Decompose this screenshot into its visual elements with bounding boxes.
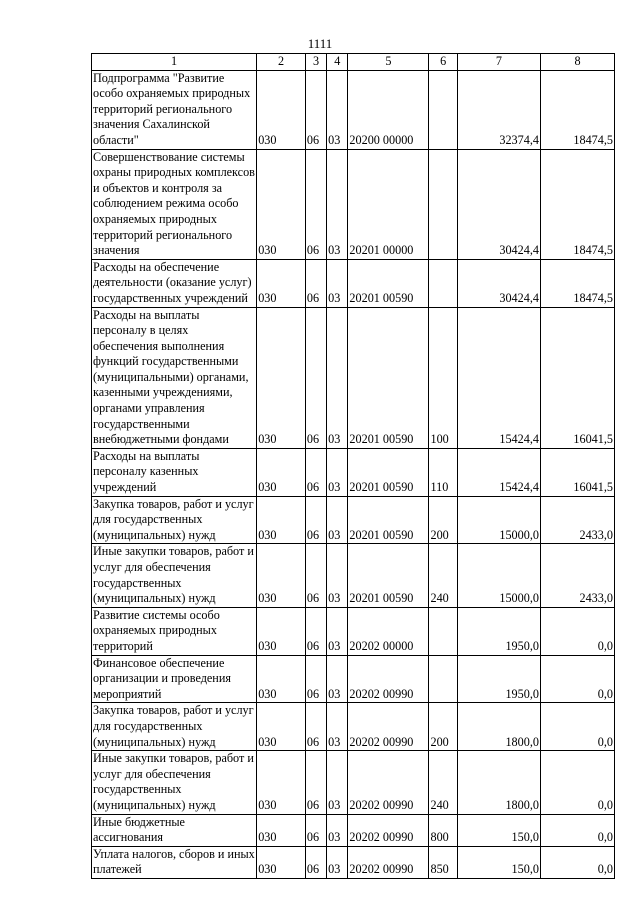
row-name-cell: Финансовое обеспечение организации и проведения мероприятий — [92, 655, 257, 703]
section-cell: 06 — [305, 149, 326, 259]
section-cell: 06 — [305, 259, 326, 307]
section-cell: 06 — [305, 655, 326, 703]
table-row — [92, 259, 615, 307]
row-name-cell: Иные закупки товаров, работ и услуг для обеспечения государственных (муниципальных) нужд — [92, 544, 257, 607]
amount-year1-cell: 30424,4 — [457, 149, 540, 259]
admin-code-cell: 030 — [257, 846, 306, 878]
target-article-cell: 20201 00590 — [348, 544, 429, 607]
admin-code-cell: 030 — [257, 814, 306, 846]
subsection-cell: 03 — [327, 149, 348, 259]
amount-year2-cell: 2433,0 — [540, 544, 614, 607]
subsection-cell: 03 — [327, 70, 348, 149]
subsection-cell: 03 — [327, 496, 348, 544]
section-cell: 06 — [305, 448, 326, 496]
subsection-cell: 03 — [327, 307, 348, 448]
amount-year1-cell: 150,0 — [457, 846, 540, 878]
admin-code-cell: 030 — [257, 544, 306, 607]
expense-type-cell: 110 — [429, 448, 457, 496]
row-name-cell: Уплата налогов, сборов и иных платежей — [92, 846, 257, 878]
section-cell: 06 — [305, 846, 326, 878]
row-name-cell: Расходы на выплаты персоналу казенных учреждений — [92, 448, 257, 496]
expense-type-cell: 240 — [429, 751, 457, 814]
subsection-cell: 03 — [327, 846, 348, 878]
target-article-cell: 20201 00000 — [348, 149, 429, 259]
amount-year1-cell: 30424,4 — [457, 259, 540, 307]
amount-year2-cell: 16041,5 — [540, 307, 614, 448]
expense-type-cell — [429, 259, 457, 307]
target-article-cell: 20201 00590 — [348, 496, 429, 544]
admin-code-cell: 030 — [257, 448, 306, 496]
section-cell: 06 — [305, 544, 326, 607]
expense-type-cell: 240 — [429, 544, 457, 607]
row-name-cell: Расходы на обеспечение деятельности (оказание услуг) государственных учреждений — [92, 259, 257, 307]
column-header: 1 — [92, 54, 257, 71]
table-row — [92, 751, 615, 814]
expense-type-cell — [429, 149, 457, 259]
row-name-cell: Развитие системы особо охраняемых природных территорий — [92, 607, 257, 655]
amount-year1-cell: 150,0 — [457, 814, 540, 846]
amount-year2-cell: 0,0 — [540, 751, 614, 814]
row-name-cell: Подпрограмма "Развитие особо охраняемых природных территорий регионального значения Сахалинской области" — [92, 70, 257, 149]
table-row — [92, 448, 615, 496]
target-article-cell: 20202 00990 — [348, 814, 429, 846]
expense-type-cell: 200 — [429, 496, 457, 544]
amount-year1-cell: 32374,4 — [457, 70, 540, 149]
row-name-cell: Закупка товаров, работ и услуг для государственных (муниципальных) нужд — [92, 496, 257, 544]
table-body — [92, 70, 615, 878]
table-row — [92, 149, 615, 259]
table-row — [92, 70, 615, 149]
column-header: 8 — [540, 54, 614, 71]
amount-year1-cell: 15000,0 — [457, 496, 540, 544]
expense-type-cell — [429, 655, 457, 703]
row-name-cell: Иные бюджетные ассигнования — [92, 814, 257, 846]
target-article-cell: 20202 00990 — [348, 846, 429, 878]
amount-year2-cell: 18474,5 — [540, 70, 614, 149]
expense-type-cell — [429, 607, 457, 655]
column-header: 7 — [457, 54, 540, 71]
amount-year1-cell: 15424,4 — [457, 448, 540, 496]
column-header: 5 — [348, 54, 429, 71]
amount-year1-cell: 1950,0 — [457, 655, 540, 703]
column-header: 2 — [257, 54, 306, 71]
row-name-cell: Иные закупки товаров, работ и услуг для обеспечения государственных (муниципальных) нужд — [92, 751, 257, 814]
target-article-cell: 20201 00590 — [348, 259, 429, 307]
target-article-cell: 20202 00000 — [348, 607, 429, 655]
admin-code-cell: 030 — [257, 703, 306, 751]
subsection-cell: 03 — [327, 607, 348, 655]
row-name-cell: Закупка товаров, работ и услуг для государственных (муниципальных) нужд — [92, 703, 257, 751]
admin-code-cell: 030 — [257, 149, 306, 259]
subsection-cell: 03 — [327, 814, 348, 846]
row-name-cell: Совершенствование системы охраны природных комплексов и объектов и контроля за соблюдением режима особо охраняемых природных территорий регионального значения — [92, 149, 257, 259]
section-cell: 06 — [305, 751, 326, 814]
section-cell: 06 — [305, 703, 326, 751]
target-article-cell: 20202 00990 — [348, 751, 429, 814]
subsection-cell: 03 — [327, 751, 348, 814]
target-article-cell: 20201 00590 — [348, 307, 429, 448]
subsection-cell: 03 — [327, 259, 348, 307]
admin-code-cell: 030 — [257, 496, 306, 544]
amount-year1-cell: 15000,0 — [457, 544, 540, 607]
expense-type-cell: 100 — [429, 307, 457, 448]
amount-year1-cell: 1800,0 — [457, 751, 540, 814]
admin-code-cell: 030 — [257, 259, 306, 307]
amount-year2-cell: 0,0 — [540, 655, 614, 703]
subsection-cell: 03 — [327, 655, 348, 703]
expense-type-cell: 200 — [429, 703, 457, 751]
amount-year1-cell: 15424,4 — [457, 307, 540, 448]
amount-year2-cell: 0,0 — [540, 814, 614, 846]
column-header: 3 — [305, 54, 326, 71]
admin-code-cell: 030 — [257, 307, 306, 448]
table-row — [92, 496, 615, 544]
column-header: 4 — [327, 54, 348, 71]
expense-type-cell — [429, 70, 457, 149]
section-cell: 06 — [305, 70, 326, 149]
header-row — [92, 54, 615, 71]
amount-year2-cell: 18474,5 — [540, 259, 614, 307]
target-article-cell: 20200 00000 — [348, 70, 429, 149]
amount-year2-cell: 0,0 — [540, 607, 614, 655]
table-row — [92, 544, 615, 607]
target-article-cell: 20202 00990 — [348, 703, 429, 751]
table-row — [92, 703, 615, 751]
amount-year2-cell: 0,0 — [540, 846, 614, 878]
amount-year2-cell: 16041,5 — [540, 448, 614, 496]
budget-table — [91, 53, 615, 879]
amount-year2-cell: 0,0 — [540, 703, 614, 751]
table-row — [92, 655, 615, 703]
table-row — [92, 607, 615, 655]
section-cell: 06 — [305, 496, 326, 544]
table-row — [92, 307, 615, 448]
target-article-cell: 20202 00990 — [348, 655, 429, 703]
section-cell: 06 — [305, 814, 326, 846]
amount-year1-cell: 1950,0 — [457, 607, 540, 655]
admin-code-cell: 030 — [257, 751, 306, 814]
amount-year1-cell: 1800,0 — [457, 703, 540, 751]
subsection-cell: 03 — [327, 544, 348, 607]
amount-year2-cell: 2433,0 — [540, 496, 614, 544]
subsection-cell: 03 — [327, 703, 348, 751]
table-row — [92, 846, 615, 878]
column-header: 6 — [429, 54, 457, 71]
admin-code-cell: 030 — [257, 655, 306, 703]
admin-code-cell: 030 — [257, 70, 306, 149]
section-cell: 06 — [305, 607, 326, 655]
section-cell: 06 — [305, 307, 326, 448]
expense-type-cell: 850 — [429, 846, 457, 878]
expense-type-cell: 800 — [429, 814, 457, 846]
page-number: 1111 — [307, 36, 333, 51]
table-row — [92, 814, 615, 846]
amount-year2-cell: 18474,5 — [540, 149, 614, 259]
row-name-cell: Расходы на выплаты персоналу в целях обеспечения выполнения функций государственными (муниципальными) органами, казенными учреждениями, органами управления государственными внебюджетными фондами — [92, 307, 257, 448]
subsection-cell: 03 — [327, 448, 348, 496]
target-article-cell: 20201 00590 — [348, 448, 429, 496]
admin-code-cell: 030 — [257, 607, 306, 655]
